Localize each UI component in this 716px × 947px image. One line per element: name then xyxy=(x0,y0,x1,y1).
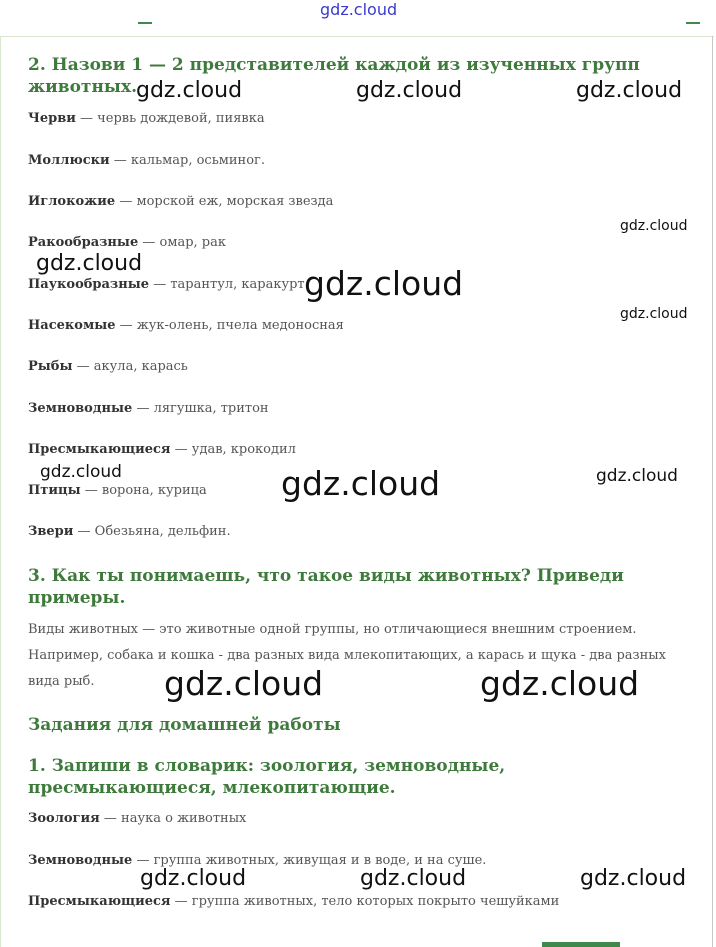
list-item-text: — удав, крокодил xyxy=(170,442,296,457)
list-item xyxy=(28,400,269,418)
list-item-text: — акула, карась xyxy=(72,359,188,374)
list-item-text: — морской еж, морская звезда xyxy=(115,194,334,209)
section3-heading: 3. Как ты понимаешь, что такое виды животных? Приведи примеры. xyxy=(28,566,624,608)
dictionary-text: — наука о животных xyxy=(99,811,247,826)
task1-heading: 1. Запиши в словарик: зоология, земноводные, пресмыкающиеся, млекопитающие. xyxy=(28,756,506,798)
list-item xyxy=(28,358,188,376)
watermark: gdz.cloud xyxy=(480,664,640,703)
watermark: gdz.cloud xyxy=(360,866,467,891)
dictionary-item xyxy=(28,893,559,911)
list-item xyxy=(28,193,333,211)
watermark: gdz.cloud xyxy=(356,78,463,103)
list-item xyxy=(28,317,344,335)
dictionary-text: — группа животных, тело которых покрыто чешуйками xyxy=(170,894,560,909)
watermark: gdz.cloud xyxy=(596,466,678,486)
dictionary-text: — группа животных, живущая и в воде, и на суше. xyxy=(132,853,487,868)
list-item xyxy=(28,441,296,459)
list-item-text: — червь дождевой, пиявка xyxy=(75,111,265,126)
list-item-text: — Обезьяна, дельфин. xyxy=(73,524,231,539)
dictionary-term: Пресмыкающиеся xyxy=(28,894,171,909)
list-item-term: Иглокожие xyxy=(28,194,116,209)
list-item-text: — ворона, курица xyxy=(80,483,207,498)
watermark: gdz.cloud xyxy=(164,664,324,703)
list-item xyxy=(28,523,231,541)
list-item-term: Пресмыкающиеся xyxy=(28,442,171,457)
list-item-text: — тарантул, каракурт xyxy=(149,277,305,292)
watermark: gdz.cloud xyxy=(136,78,243,103)
list-item-term: Черви xyxy=(28,111,76,126)
top-accent-dash-right xyxy=(686,22,700,24)
list-item xyxy=(28,482,207,500)
top-accent-dash xyxy=(138,22,152,24)
watermark: gdz.cloud xyxy=(40,462,122,482)
list-item xyxy=(28,234,226,252)
list-item-text: — жук-олень, пчела медоносная xyxy=(115,318,344,333)
list-item-term: Моллюски xyxy=(28,153,110,168)
list-item-text: — кальмар, осьминог. xyxy=(109,153,265,168)
list-item-term: Земноводные xyxy=(28,401,133,416)
list-item-term: Паукообразные xyxy=(28,277,150,292)
section3-paragraph: Виды животных — это животные одной группы, но отличающиеся внешним строением. Например, собака и кошка - два разных вида млекопитающих, а карась и щука - два разных вида рыб. xyxy=(28,622,666,689)
list-item-text: — омар, рак xyxy=(138,235,226,250)
list-item-term: Ракообразные xyxy=(28,235,139,250)
bottom-accent-bar xyxy=(542,942,620,947)
watermark: gdz.cloud xyxy=(36,251,143,276)
section2-heading: 2. Назови 1 — 2 представителей каждой из изученных групп животных. xyxy=(28,55,640,97)
watermark: gdz.cloud xyxy=(576,78,683,103)
list-item-term: Насекомые xyxy=(28,318,116,333)
dictionary-term: Зоология xyxy=(28,811,100,826)
watermark: gdz.cloud xyxy=(620,306,688,322)
list-item xyxy=(28,110,265,128)
dictionary-item xyxy=(28,810,246,828)
watermark: gdz.cloud xyxy=(304,264,464,303)
dictionary-term: Земноводные xyxy=(28,853,133,868)
list-item xyxy=(28,152,265,170)
watermark: gdz.cloud xyxy=(140,866,247,891)
watermark-top: gdz.cloud xyxy=(320,0,398,19)
watermark: gdz.cloud xyxy=(580,866,687,891)
watermark: gdz.cloud xyxy=(620,218,688,234)
list-item-term: Звери xyxy=(28,524,74,539)
watermark: gdz.cloud xyxy=(281,464,441,503)
list-item xyxy=(28,276,305,294)
homework-title: Задания для домашней работы xyxy=(28,715,341,735)
list-item-text: — лягушка, тритон xyxy=(132,401,269,416)
list-item-term: Птицы xyxy=(28,483,81,498)
list-item-term: Рыбы xyxy=(28,359,73,374)
frame-right-border xyxy=(712,36,713,947)
